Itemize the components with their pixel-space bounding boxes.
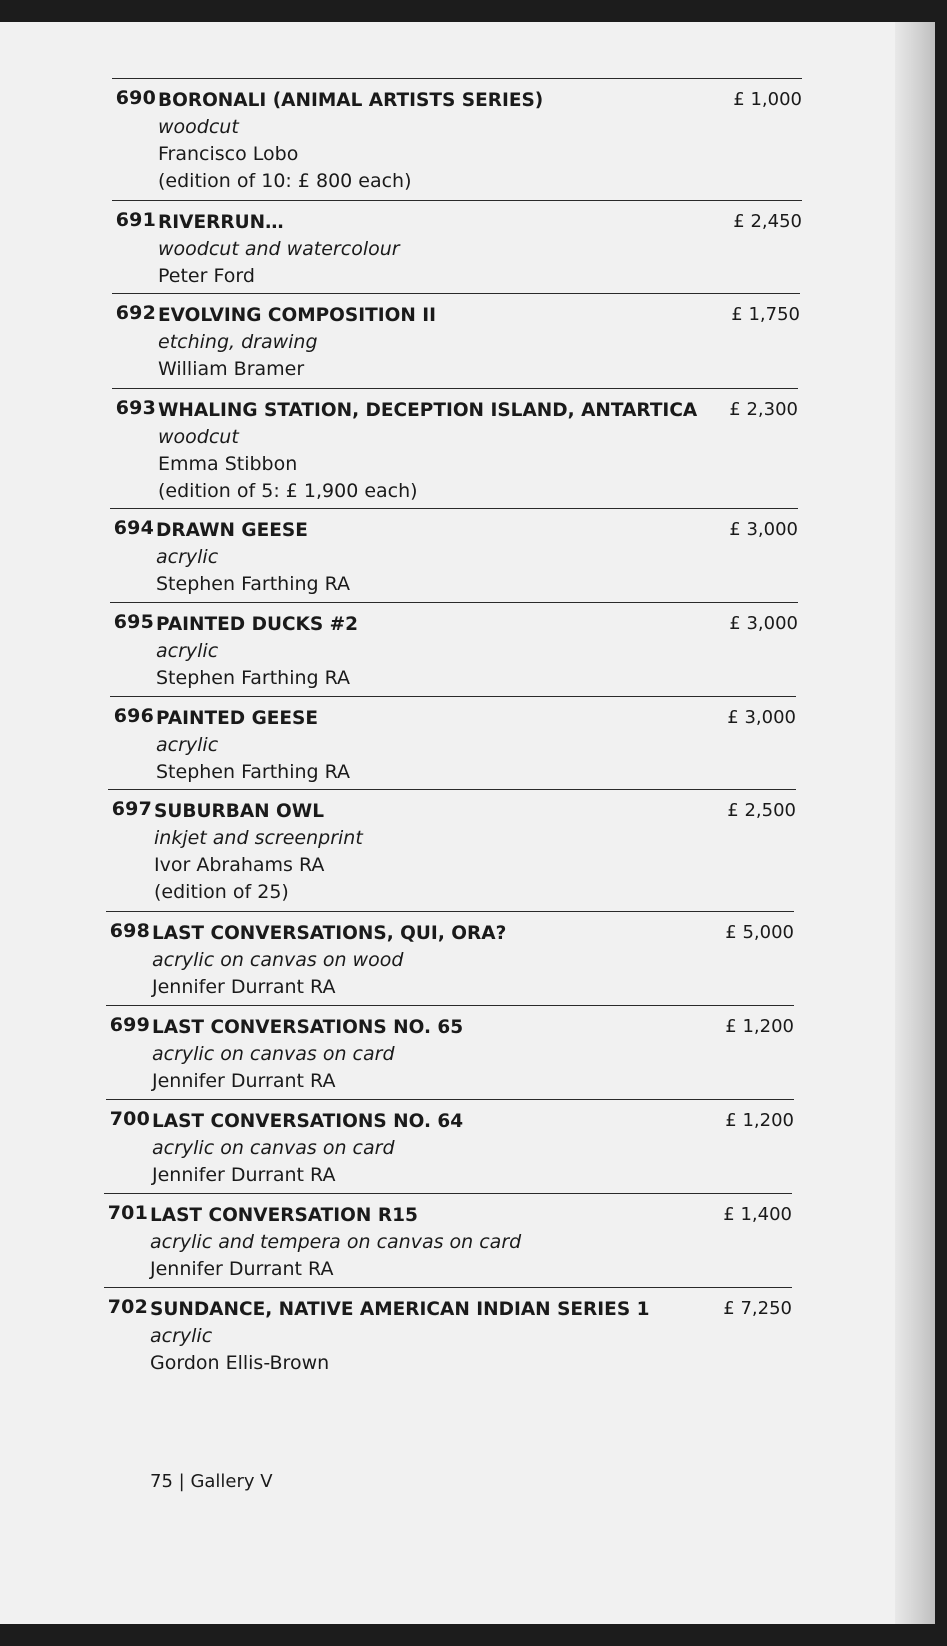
entry-number: 696 xyxy=(113,705,154,727)
page-edge xyxy=(895,22,935,1624)
entry-number: 697 xyxy=(111,798,152,820)
entry-medium: acrylic xyxy=(156,734,219,756)
entry-artist: Gordon Ellis-Brown xyxy=(150,1352,330,1374)
entry-artist: Jennifer Durrant RA xyxy=(150,1258,334,1280)
entry-number: 702 xyxy=(107,1296,148,1318)
entry-number: 691 xyxy=(115,209,156,231)
entry-medium: acrylic on canvas on card xyxy=(152,1137,395,1159)
entry-number: 699 xyxy=(109,1014,150,1036)
entry-price: £ 2,450 xyxy=(733,211,802,232)
entry-number: 695 xyxy=(113,611,154,633)
entry-title: DRAWN GEESE xyxy=(156,520,308,541)
catalogue-entry xyxy=(106,1005,794,1096)
entry-price: £ 1,750 xyxy=(731,304,800,325)
entry-number: 698 xyxy=(109,920,150,942)
catalogue-entry xyxy=(110,696,796,787)
entry-medium: acrylic xyxy=(156,640,219,662)
entry-artist: Ivor Abrahams RA xyxy=(154,854,325,876)
entry-artist: Stephen Farthing RA xyxy=(156,573,351,595)
entry-artist: Emma Stibbon xyxy=(158,453,298,475)
entry-note: (edition of 5: £ 1,900 each) xyxy=(158,480,418,502)
catalogue-entry xyxy=(112,78,802,197)
entry-medium: acrylic and tempera on canvas on card xyxy=(150,1231,522,1253)
entry-medium: woodcut and watercolour xyxy=(158,238,400,260)
entry-title: BORONALI (ANIMAL ARTISTS SERIES) xyxy=(158,90,544,111)
entry-title: EVOLVING COMPOSITION II xyxy=(158,305,437,326)
entry-number: 693 xyxy=(115,397,156,419)
entry-title: LAST CONVERSATIONS NO. 65 xyxy=(152,1017,464,1038)
catalogue-entry xyxy=(108,789,796,908)
entry-title: LAST CONVERSATION R15 xyxy=(150,1205,418,1226)
entry-medium: woodcut xyxy=(158,116,239,138)
catalogue-entry xyxy=(104,1287,792,1378)
catalogue-entry xyxy=(106,911,794,1002)
entry-price: £ 1,400 xyxy=(723,1204,792,1225)
catalogue-entry xyxy=(106,1099,794,1190)
entry-title: PAINTED GEESE xyxy=(156,708,319,729)
entry-medium: acrylic on canvas on card xyxy=(152,1043,395,1065)
catalogue-entry xyxy=(110,602,798,693)
entry-medium: acrylic on canvas on wood xyxy=(152,949,404,971)
entry-number: 701 xyxy=(107,1202,148,1224)
catalogue-entry xyxy=(104,1193,792,1284)
entry-number: 700 xyxy=(109,1108,150,1130)
entry-number: 692 xyxy=(115,302,156,324)
catalogue-entry xyxy=(112,200,802,291)
entry-note: (edition of 25) xyxy=(154,881,289,903)
entry-note: (edition of 10: £ 800 each) xyxy=(158,170,412,192)
entry-price: £ 2,500 xyxy=(727,800,796,821)
entry-number: 694 xyxy=(113,517,154,539)
catalogue-entry xyxy=(110,508,798,599)
entry-artist: Peter Ford xyxy=(158,265,255,287)
entry-price: £ 3,000 xyxy=(729,613,798,634)
entry-artist: Stephen Farthing RA xyxy=(156,761,351,783)
entry-artist: Francisco Lobo xyxy=(158,143,299,165)
entry-price: £ 1,200 xyxy=(725,1110,794,1131)
entry-price: £ 1,000 xyxy=(733,89,802,110)
page-footer xyxy=(150,1471,273,1492)
entry-title: WHALING STATION, DECEPTION ISLAND, ANTARTICA xyxy=(158,400,698,421)
entry-title: RIVERRUN… xyxy=(158,212,284,233)
entry-medium: inkjet and screenprint xyxy=(154,827,363,849)
entry-title: PAINTED DUCKS #2 xyxy=(156,614,359,635)
entry-medium: acrylic xyxy=(150,1325,213,1347)
entry-medium: etching, drawing xyxy=(158,331,318,353)
entry-price: £ 7,250 xyxy=(723,1298,792,1319)
entry-artist: Stephen Farthing RA xyxy=(156,667,351,689)
entry-artist: William Bramer xyxy=(158,358,305,380)
entry-price: £ 1,200 xyxy=(725,1016,794,1037)
entry-price: £ 5,000 xyxy=(725,922,794,943)
page-number: 75 xyxy=(150,1471,173,1492)
entry-title: SUNDANCE, NATIVE AMERICAN INDIAN SERIES 1 xyxy=(150,1299,650,1320)
footer-separator: | xyxy=(178,1471,185,1492)
entry-artist: Jennifer Durrant RA xyxy=(152,976,336,998)
section-name: Gallery V xyxy=(190,1471,273,1492)
entry-price: £ 3,000 xyxy=(729,519,798,540)
entry-medium: woodcut xyxy=(158,426,239,448)
entry-artist: Jennifer Durrant RA xyxy=(152,1070,336,1092)
entry-price: £ 3,000 xyxy=(727,707,796,728)
entry-price: £ 2,300 xyxy=(729,399,798,420)
entry-medium: acrylic xyxy=(156,546,219,568)
catalogue-entry xyxy=(112,388,798,507)
entry-title: LAST CONVERSATIONS, QUI, ORA? xyxy=(152,923,507,944)
entry-title: LAST CONVERSATIONS NO. 64 xyxy=(152,1111,464,1132)
entry-title: SUBURBAN OWL xyxy=(154,801,324,822)
entry-artist: Jennifer Durrant RA xyxy=(152,1164,336,1186)
entry-number: 690 xyxy=(115,87,156,109)
catalogue-entry xyxy=(112,293,800,384)
